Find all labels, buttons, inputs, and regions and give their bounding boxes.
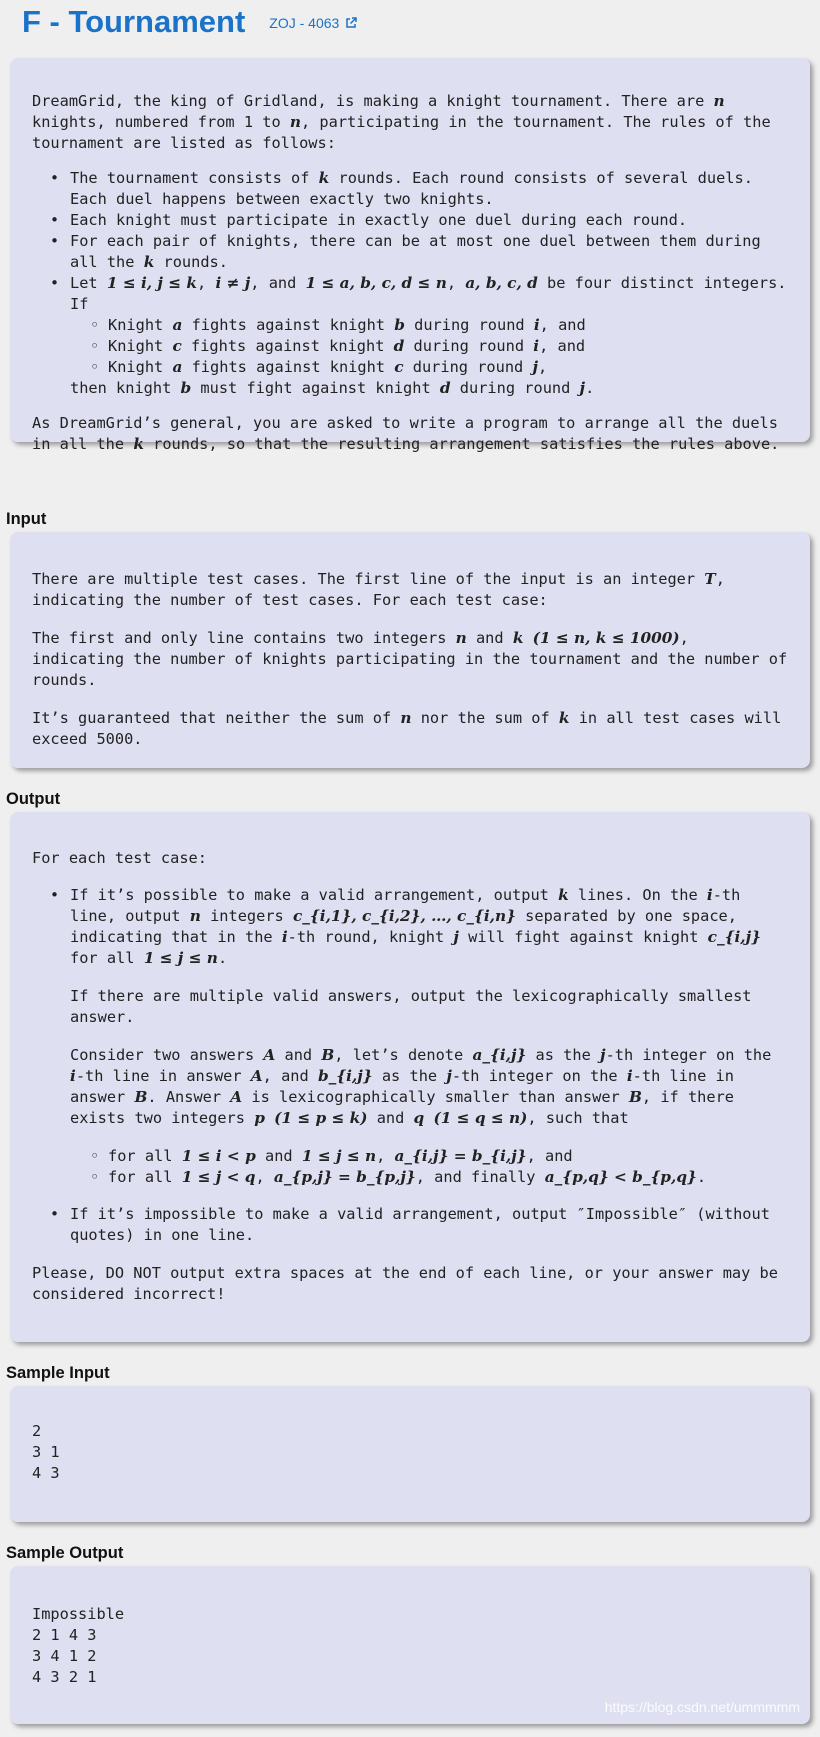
output-paragraph: For each test case: — [32, 849, 207, 867]
sample-output-box — [10, 1566, 810, 1724]
watermark: https://blog.csdn.net/ummmmm — [604, 1699, 800, 1715]
output-box — [10, 812, 810, 1342]
output-note: If there are multiple valid answers, output the lexicographically smallest answer. — [70, 987, 752, 1026]
input-heading: Input — [6, 510, 47, 528]
output-note: Consider two answers A and B, let’s denote a_{i,j} as the j-th integer on the i-th line in answer A, and b_{i,j} as the j-th integer on the i-th line in answer B. Answer A is lexicographically smaller than answer B, if there exists two integers p (1 ≤ p ≤ k) and q (1 ≤ q ≤ n), such that — [70, 1046, 772, 1127]
input-box — [10, 532, 810, 768]
condition-item: ◦ for all 1 ≤ i < p and 1 ≤ j ≤ n, a_{i,j} = b_{i,j}, and — [70, 1146, 788, 1167]
input-paragraph: The first and only line contains two integers n and k (1 ≤ n, k ≤ 1000), indicating the number of knights participating in the tournament and the number of rounds. — [32, 629, 788, 689]
sample-input-text: 2 3 1 4 3 — [32, 1422, 60, 1482]
condition-item: ◦ for all 1 ≤ j < q, a_{p,j} = b_{p,j}, and finally a_{p,q} < b_{p,q}. — [70, 1167, 788, 1188]
condition-item: ◦ Knight c fights against knight d during round i, and — [70, 336, 788, 357]
statement-box — [10, 58, 810, 453]
output-paragraph: Please, DO NOT output extra spaces at the end of each line, or your answer may be considered incorrect! — [32, 1264, 778, 1303]
rule-item: • The tournament consists of k rounds. Each round consists of several duels. Each duel happens between exactly two knights. — [32, 168, 788, 210]
page-title: F - Tournament — [22, 4, 246, 39]
rule-item: • Let 1 ≤ i, j ≤ k, i ≠ j, and 1 ≤ a, b, c, d ≤ n, a, b, c, d be four distinct integers. If ◦ Knight a fights against knight b during round i, and ◦ Knight c fights against knight d during round i, and ◦ Knight a fights against knight c during round j, then knight b must fight against knight d during round j. — [32, 273, 788, 399]
source-link-label: ZOJ - 4063 — [269, 15, 340, 31]
statement-paragraph: DreamGrid, the king of Gridland, is making a knight tournament. There are n knights, numbered from 1 to n, participating in the tournament. The rules of the tournament are listed as follows: — [32, 92, 771, 152]
rule-item: • Each knight must participate in exactly one duel during each round. — [32, 210, 788, 231]
rules-list — [32, 168, 788, 399]
condition-item: ◦ Knight a fights against knight c during round j, — [70, 357, 788, 378]
source-link[interactable] — [269, 15, 357, 31]
statement-paragraph: As DreamGrid’s general, you are asked to write a program to arrange all the duels in all the k rounds, so that the resulting arrangement satisfies the rules above. — [32, 414, 780, 453]
sample-input-heading: Sample Input — [6, 1364, 110, 1382]
output-item: • If it’s possible to make a valid arrangement, output k lines. On the i-th line, output n integers c_{i,1}, c_{i,2}, …, c_{i,n} separated by one space, indicating that in the i-th round, knight j will fight against knight c_{i,j} for all 1 ≤ j ≤ n. If there are multiple valid answers, output the lexicographically smallest answer. Consider two answers A and B, let’s denote a_{i,j} as the j-th integer on the i-th line in answer A, and b_{i,j} as the j-th integer on the i-th line in answer B. Answer A is lexicographically smaller than answer B, if there exists two integers p (1 ≤ p ≤ k) and q (1 ≤ q ≤ n), such that ◦ for all 1 ≤ i < p and 1 ≤ j ≤ n, a_{i,j} = b_{i,j}, and ◦ for all 1 ≤ j < q, a_{p,j} = b_{p,j}, and finally a_{p,q} < b_{p,q}. — [32, 885, 788, 1188]
input-paragraph: There are multiple test cases. The first line of the input is an integer T, indicating the number of test cases. For each test case: — [32, 570, 725, 609]
condition-list — [70, 315, 788, 378]
input-paragraph: It’s guaranteed that neither the sum of n nor the sum of k in all test cases will exceed 5000. — [32, 709, 782, 748]
output-list — [32, 885, 788, 1246]
then-clause: then knight b must fight against knight d during round j. — [70, 379, 595, 397]
sample-input-box — [10, 1386, 810, 1522]
output-heading: Output — [6, 790, 61, 808]
external-link-icon — [345, 17, 357, 29]
sample-output-heading: Sample Output — [6, 1544, 124, 1562]
condition-item: ◦ Knight a fights against knight b during round i, and — [70, 315, 788, 336]
lexicographic-condition-list — [70, 1146, 788, 1188]
rule-item: • For each pair of knights, there can be at most one duel between them during all the k rounds. — [32, 231, 788, 273]
output-item: • If it’s impossible to make a valid arrangement, output ″Impossible″ (without quotes) in one line. — [32, 1204, 788, 1246]
sample-output-text: Impossible 2 1 4 3 3 4 1 2 4 3 2 1 — [32, 1605, 125, 1686]
problem-header — [22, 4, 357, 52]
